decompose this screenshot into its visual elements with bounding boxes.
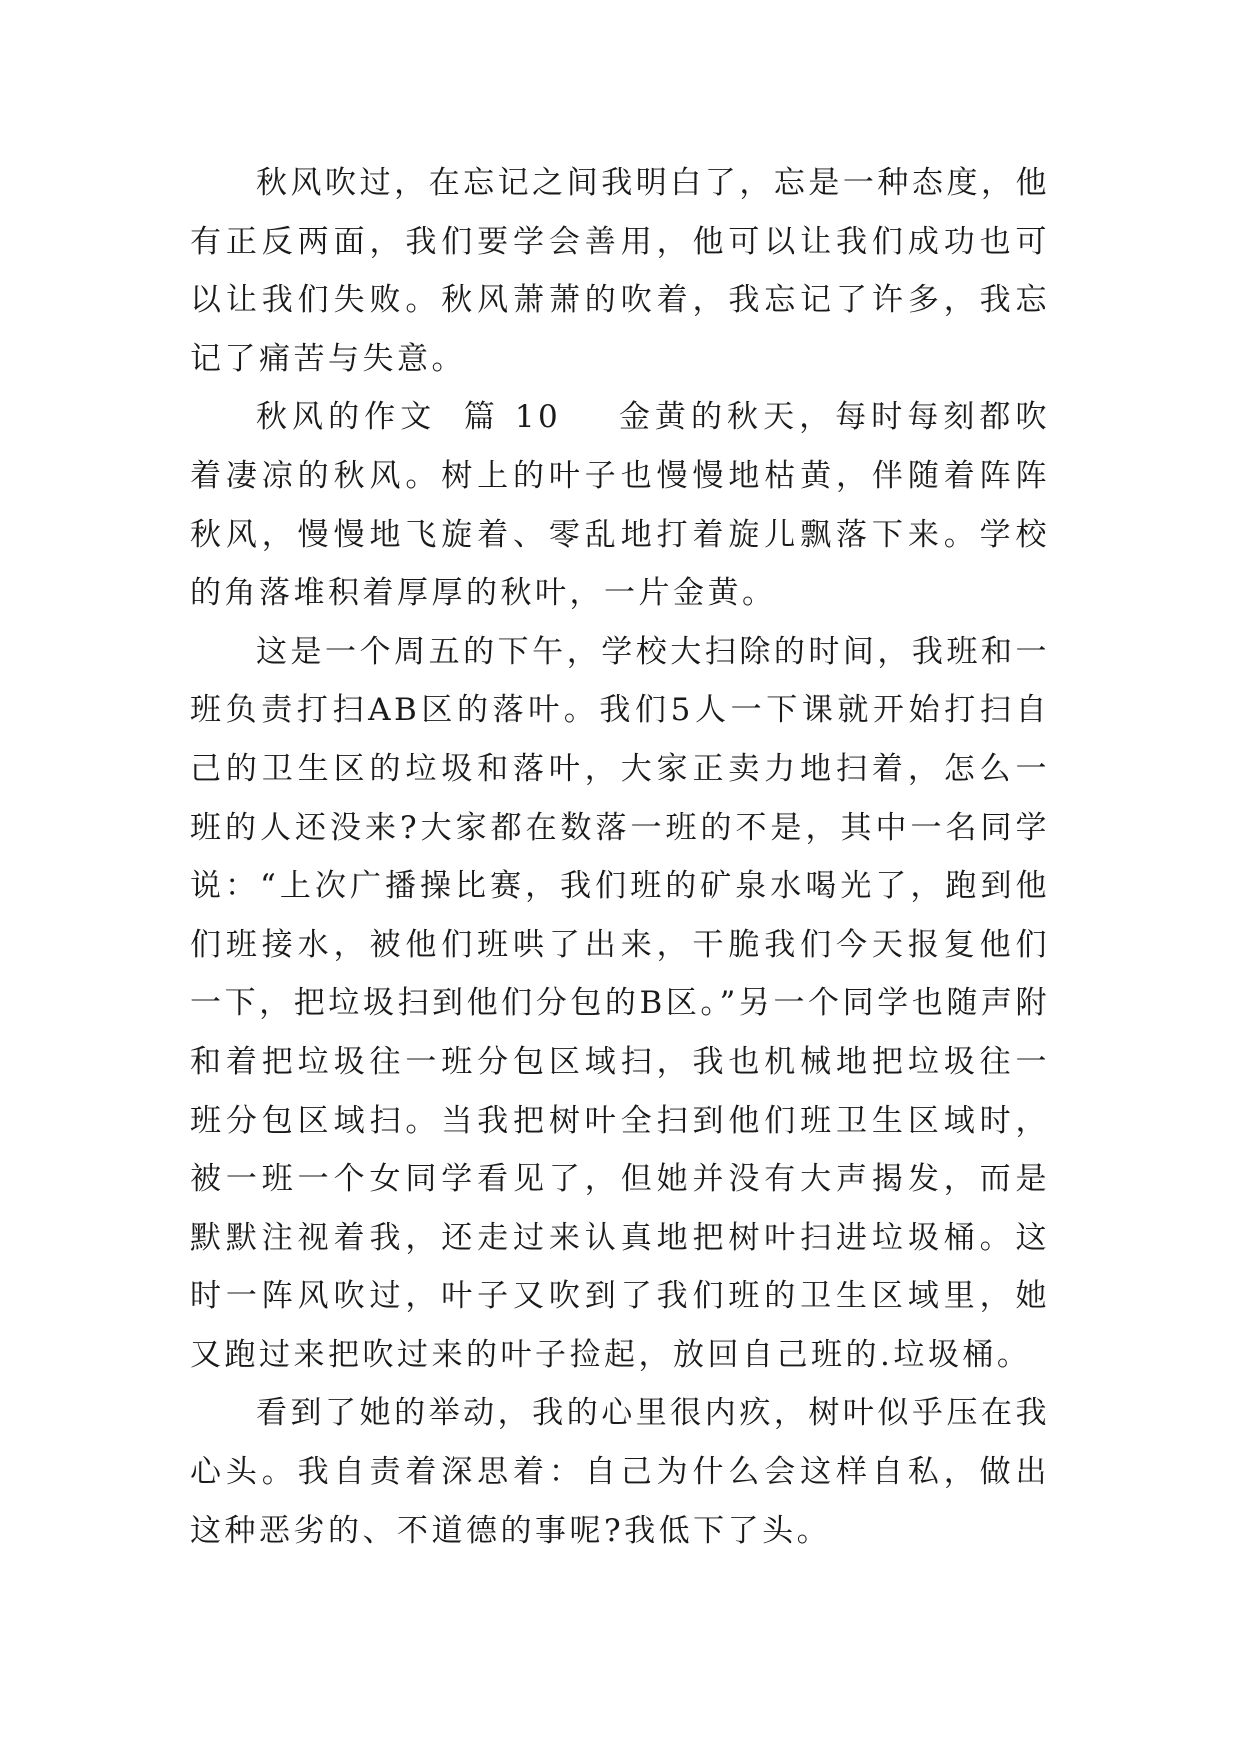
section-title: 秋风的作文	[256, 399, 437, 436]
paragraph-autumn-wind-forgetting: 秋风吹过，在忘记之间我明白了，忘是一种态度，他有正反两面，我们要学会善用，他可以让我们成功也可以让我们失败。秋风萧萧的吹着，我忘记了许多，我忘记了痛苦与失意。	[190, 165, 1050, 377]
document-body	[190, 154, 1050, 1560]
section-first-text: 金黄的秋天，每时每刻都吹着凄凉的秋风。树上的叶子也慢慢地枯黄，伴随着阵阵秋风，慢慢地飞旋着、零乱地打着旋儿飘落下来。学校的角落堆积着厚厚的秋叶，一片金黄。	[190, 399, 1050, 612]
paragraph-reflection: 看到了她的举动，我的心里很内疚，树叶似乎压在我心头。我自责着深思着：自己为什么会这样自私，做出这种恶劣的、不道德的事呢?我低下了头。	[190, 1395, 1050, 1549]
paragraph-cleaning-story: 这是一个周五的下午，学校大扫除的时间，我班和一班负责打扫AB区的落叶。我们5人一下课就开始打扫自己的卫生区的垃圾和落叶，大家正卖力地扫着，怎么一班的人还没来?大家都在数落一班的不是，其中一名同学说：“上次广播操比赛，我们班的矿泉水喝光了，跑到他们班接水，被他们班哄了出来，干脆我们今天报复他们一下，把垃圾扫到他们分包的B区。”另一个同学也随声附和着把垃圾往一班分包区域扫，我也机械地把垃圾往一班分包区域扫。当我把树叶全扫到他们班卫生区域时，被一班一个女同学看见了，但她并没有大声揭发，而是默默注视着我，还走过来认真地把树叶扫进垃圾桶。这时一阵风吹过，叶子又吹到了我们班的卫生区域里，她又跑过来把吹过来的叶子捡起，放回自己班的.垃圾桶。	[190, 633, 1050, 1373]
section-heading-paragraph	[190, 388, 1050, 622]
section-number: 篇 10	[462, 399, 562, 436]
